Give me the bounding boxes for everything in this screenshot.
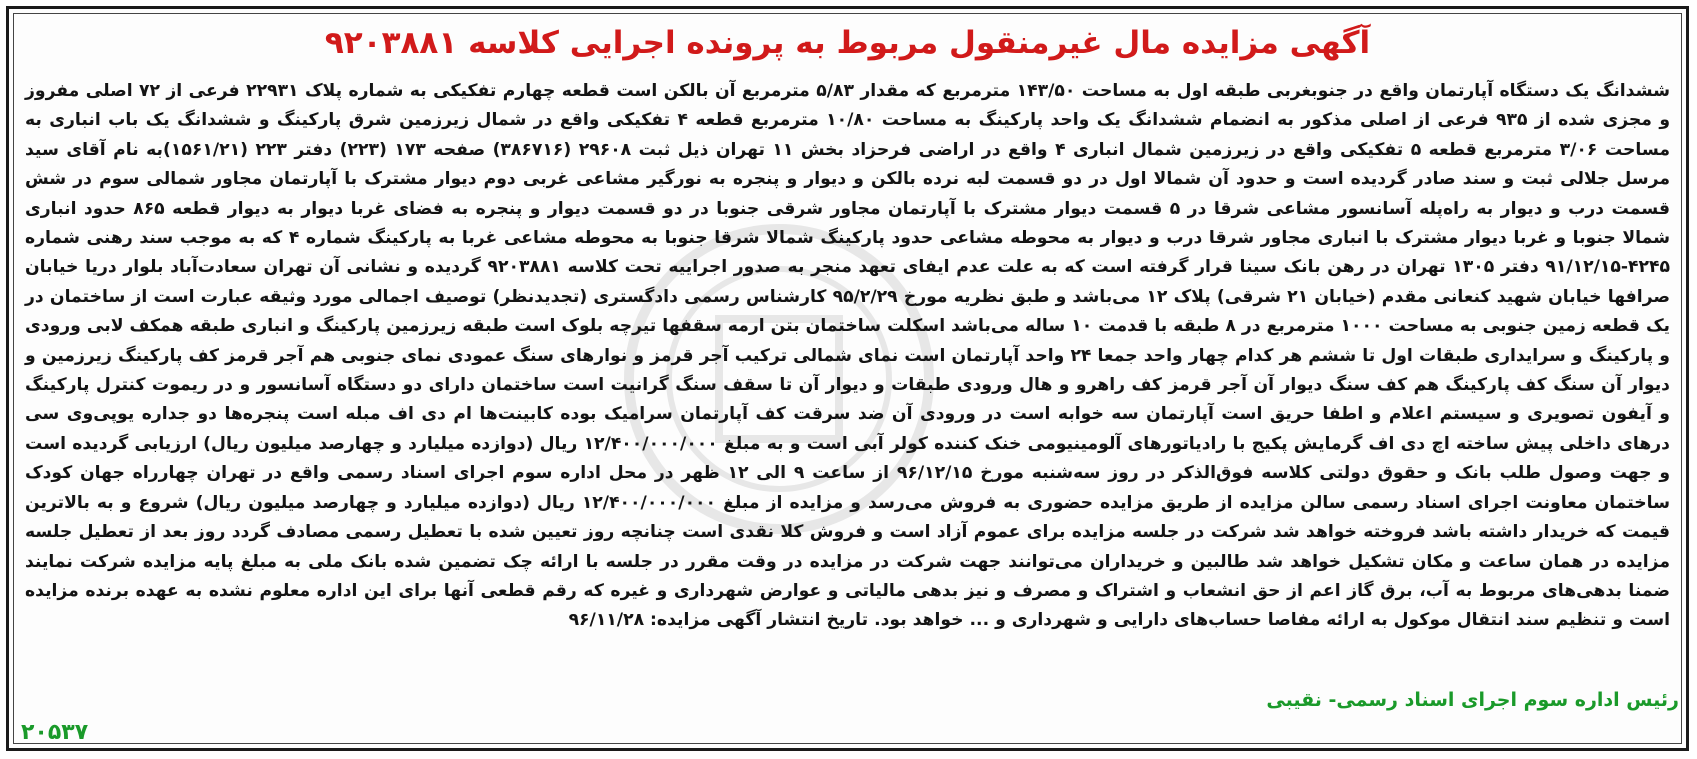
notice-code: ۲۰۵۳۷ — [21, 720, 89, 745]
notice-title: آگهی مزایده مال غیرمنقول مربوط به پرونده اجرایی کلاسه ۹۲۰۳۸۸۱ — [324, 25, 1371, 61]
signature: رئیس اداره سوم اجرای اسناد رسمی- نقیبی — [1266, 689, 1679, 711]
auction-notice — [6, 6, 1689, 751]
notice-body: ششدانگ یک دستگاه آپارتمان واقع در جنوبغربی طبقه اول به مساحت ۱۴۳/۵۰ مترمربع که مقدار ۵/۸۳ مترمربع آن بالکن است قطعه چهارم تفکیکی به شماره پلاک ۲۲۹۳۱ فرعی از ۷۲ اصلی مفروز و مجزی شده از ۹۳۵ فرعی از اصلی مذکور به انضمام ششدانگ یک واحد پارکینگ به مساحت ۱۰/۸۰ مترمربع قطعه ۴ تفکیکی واقع در شمال زیرزمین شرق پارکینگ و ششدانگ یک باب انباری به مساحت ۳/۰۶ مترمربع قطعه ۵ تفکیکی واقع در زیرزمین شمال انباری ۴ واقع در اراضی فرحزاد بخش ۱۱ تهران ذیل ثبت ۲۹۶۰۸ (۳۸۶۷۱۶) صفحه ۱۷۳ (۲۲۳) دفتر ۲۲۳ (۱۵۶۱/۲۱)به نام آقای سید مرسل جلالی ثبت و سند صادر گردیده است و حدود آن شمالا اول در دو قسمت لبه نرده بالکن و دیوار و پنجره به نورگیر مشاعی غربی دوم دیوار مشترک با آپارتمان مجاور شمالی سوم در شش قسمت درب و دیوار به راه‌پله آسانسور مشاعی شرقا در ۵ قسمت دیوار مشترک با آپارتمان مجاور شرقی جنوبا در دو قسمت دیوار و پنجره به فضای غربا دیوار به دیوار قطعه ۸۶۵ حدود انباری شمالا جنوبا و غربا دیوار مشترک با انباری مجاور شرقا درب و دیوار به محوطه مشاعی حدود پارکینگ شمالا شرقا جنوبا به محوطه مشاعی غربا به پارکینگ شماره ۴ که به موجب سند رهنی شماره ۴۲۴۵-۹۱/۱۲/۱۵ دفتر ۱۳۰۵ تهران در رهن بانک سینا قرار گرفته است که به علت عدم ایفای تعهد منجر به صدور اجراییه تحت کلاسه ۹۲۰۳۸۸۱ گردیده و نشانی آن تهران سعادت‌آباد بلوار دریا خیابان صرافها خیابان شهید کنعانی مقدم (خیابان ۲۱ شرقی) پلاک ۱۲ می‌باشد و طبق نظریه مورخ ۹۵/۲/۲۹ کارشناس رسمی دادگستری (تجدیدنظر) توصیف اجمالی مورد وثیقه عبارت است از ساختمان در یک قطعه زمین جنوبی به مساحت ۱۰۰۰ مترمربع در ۸ طبقه با قدمت ۱۰ ساله می‌باشد اسکلت ساختمان بتن ارمه سقفها تیرچه بلوک است طبقه زیرزمین پارکینگ و انباری طبقه همکف لابی ورودی و پارکینگ و سرایداری طبقات اول تا ششم هر کدام چهار واحد جمعا ۲۴ واحد آپارتمان است نمای شمالی ترکیب آجر قرمز و نوارهای سنگ عمودی نمای جنوبی هم آجر قرمز کف پارکینگ زیرزمین و دیوار آن سنگ کف پارکینگ هم کف سنگ دیوار آن آجر قرمز کف راهرو و هال ورودی طبقات و دیوار آن تا سقف سنگ گرانیت است ساختمان دارای دو دستگاه آسانسور و در ریموت کنترل پارکینگ و آیفون تصویری و سیستم اعلام و اطفا حریق است آپارتمان سه خوابه است در ورودی آن ضد سرقت کف آپارتمان سرامیک بوده کابینت‌ها ام دی اف مبله است پنجره‌ها دو جداره یوپی‌وی سی درهای داخلی پیش ساخته اچ دی اف گرمایش پکیج با رادیاتورهای آلومینیومی خنک کننده کولر آبی است و به مبلغ ۱۲/۴۰۰/۰۰۰/۰۰۰ ریال (دوازده میلیارد و چهارصد میلیون ریال) ارزیابی گردیده است و جهت وصول طلب بانک و حقوق دولتی کلاسه فوق‌الذکر در روز سه‌شنبه مورخ ۹۶/۱۲/۱۵ از ساعت ۹ الی ۱۲ ظهر در محل اداره سوم اجرای اسناد رسمی واقع در تهران چهارراه جهان کودک ساختمان معاونت اجرای اسناد رسمی سالن مزایده از طریق مزایده حضوری به فروش می‌رسد و مزایده از مبلغ ۱۲/۴۰۰/۰۰۰/۰۰۰ ریال (دوازده میلیارد و چهارصد میلیون ریال) شروع و به بالاترین قیمت که خریدار داشته باشد فروخته خواهد شد شرکت در جلسه مزایده برای عموم آزاد است و فروش کلا نقدی است چنانچه روز تعیین شده با تعطیل رسمی مصادف گردد روز بعد از تعطیل جلسه مزایده در همان ساعت و مکان تشکیل خواهد شد طالبین و خریداران می‌توانند جهت شرکت در مزایده در وقت مقرر در جلسه با ارائه چک تضمین شده بانک ملی به مبلغ پایه مزایده شرکت نمایند ضمنا بدهی‌های مربوط به آب، برق گاز اعم از حق انشعاب و اشتراک و مصرف و نیز بدهی مالیاتی و عوارض شهرداری و غیره که رقم قطعی آنها برای این اداره معلوم نشده به عهده برنده مزایده است و تنظیم سند انتقال موکول به ارائه مفاصا حساب‌های دارایی و شهرداری و ... خواهد بود. تاریخ انتشار آگهی مزایده: ۹۶/۱۱/۲۸ — [25, 81, 1671, 631]
